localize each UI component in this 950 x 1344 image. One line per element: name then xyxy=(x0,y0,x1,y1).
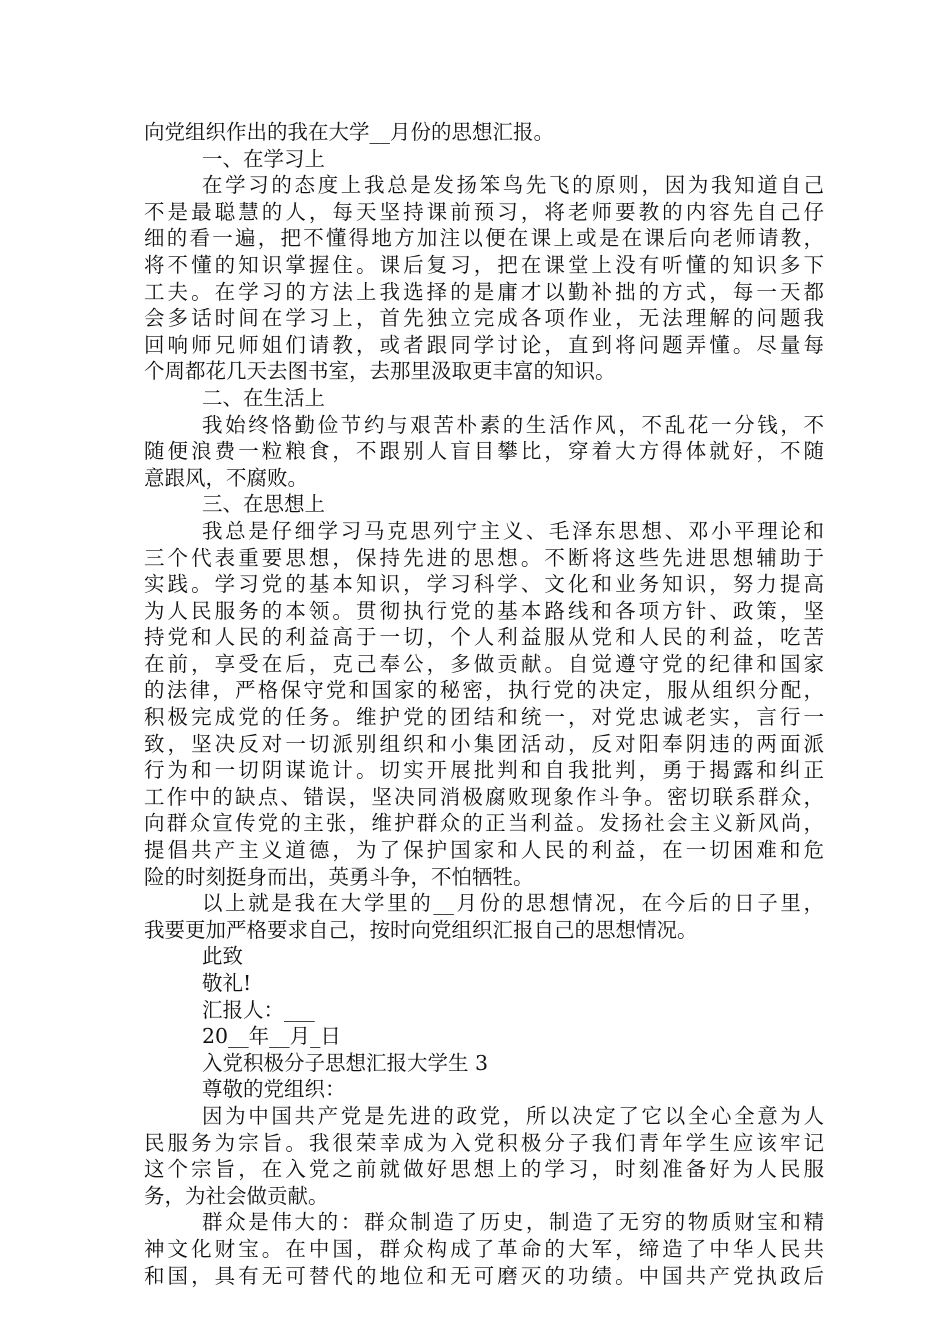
text-line: 和国，具有无可替代的地位和无可磨灭的功绩。中国共产党执政后 xyxy=(144,1263,824,1288)
text-line: 随便浪费一粒粮食，不跟别人盲目攀比，穿着大方得体就好，不随 xyxy=(144,439,824,464)
text-line: 提倡共产主义道德，为了保护国家和人民的利益，在一切困难和危 xyxy=(144,838,824,863)
text-line: 工作中的缺点、错误，坚决同消极腐败现象作斗争。密切联系群众， xyxy=(144,784,824,809)
text-line: 为人民服务的本领。贯彻执行党的基本路线和各项方针、政策，坚 xyxy=(144,598,824,623)
text-line: 不是最聪慧的人，每天坚持课前预习，将老师要教的内容先自己仔 xyxy=(144,199,824,224)
text-line: 因为中国共产党是先进的政党，所以决定了它以全心全意为人 xyxy=(202,1103,824,1128)
text-line: 致，坚决反对一切派别组织和小集团活动，反对阳奉阴违的两面派 xyxy=(144,731,824,756)
text-line: 回响师兄师姐们请教，或者跟同学讨论，直到将问题弄懂。尽量每 xyxy=(144,332,824,357)
text-line: 实践。学习党的基本知识，学习科学、文化和业务知识，努力提高 xyxy=(144,572,824,597)
text-line: 20__年__月_日 xyxy=(202,1024,341,1049)
text-line: 二、在生活上 xyxy=(202,385,325,410)
text-line: 工夫。在学习的方法上我选择的是庸才以勤补拙的方式，每一天都 xyxy=(144,279,824,304)
text-line: 个周都花几天去图书室，去那里汲取更丰富的知识。 xyxy=(144,359,616,384)
text-line: 意跟风，不腐败。 xyxy=(144,465,308,490)
text-line: 行为和一切阴谋诡计。切实开展批判和自我批判，勇于揭露和纠正 xyxy=(144,758,824,783)
text-line: 险的时刻挺身而出，英勇斗争，不怕牺牲。 xyxy=(144,864,534,889)
text-line: 以上就是我在大学里的__月份的思想情况，在今后的日子里， xyxy=(202,891,824,916)
text-line: 三、在思想上 xyxy=(202,492,325,517)
text-line: 尊敬的党组织： xyxy=(202,1077,346,1102)
text-line: 我要更加严格要求自己，按时向党组织汇报自己的思想情况。 xyxy=(144,917,698,942)
text-line: 在学习的态度上我总是发扬笨鸟先飞的原则，因为我知道自己 xyxy=(202,173,824,198)
text-line: 持党和人民的利益高于一切，个人利益服从党和人民的利益，吃苦 xyxy=(144,625,824,650)
text-line: 敬礼! xyxy=(202,971,252,995)
text-line: 入党积极分子思想汇报大学生 3 xyxy=(202,1050,489,1075)
text-line: 三个代表重要思想，保持先进的思想。不断将这些先进思想辅助于 xyxy=(144,545,824,570)
text-line: 积极完成党的任务。维护党的团结和统一，对党忠诚老实，言行一 xyxy=(144,705,824,730)
text-line: 我总是仔细学习马克思列宁主义、毛泽东思想、邓小平理论和 xyxy=(202,518,824,543)
text-line: 向群众宣传党的主张，维护群众的正当利益。发扬社会主义新风尚， xyxy=(144,811,824,836)
text-line: 汇报人：___ xyxy=(202,997,315,1022)
text-line: 在前，享受在后，克己奉公，多做贡献。自觉遵守党的纪律和国家 xyxy=(144,651,824,676)
text-line: 向党组织作出的我在大学__月份的思想汇报。 xyxy=(144,120,554,144)
text-line: 神文化财宝。在中国，群众构成了革命的大军，缔造了中华人民共 xyxy=(144,1236,824,1261)
text-line: 群众是伟大的：群众制造了历史，制造了无穷的物质财宝和精 xyxy=(202,1210,824,1235)
text-line: 会多话时间在学习上，首先独立完成各项作业，无法理解的问题我 xyxy=(144,306,824,331)
text-line: 的法律，严格保守党和国家的秘密，执行党的决定，服从组织分配， xyxy=(144,678,824,703)
document-page xyxy=(144,119,824,1289)
text-line: 我始终恪勤俭节约与艰苦朴素的生活作风，不乱花一分钱，不 xyxy=(202,412,824,437)
text-line: 民服务为宗旨。我很荣幸成为入党积极分子我们青年学生应该牢记 xyxy=(144,1130,824,1155)
text-line: 这个宗旨，在入党之前就做好思想上的学习，时刻准备好为人民服 xyxy=(144,1157,824,1182)
text-line: 务，为社会做贡献。 xyxy=(144,1183,329,1208)
text-line: 此致 xyxy=(202,944,243,969)
text-line: 将不懂的知识掌握住。课后复习，把在课堂上没有听懂的知识多下 xyxy=(144,252,824,277)
text-line: 一、在学习上 xyxy=(202,146,325,171)
text-line: 细的看一遍，把不懂得地方加注以便在课上或是在课后向老师请教， xyxy=(144,226,824,251)
